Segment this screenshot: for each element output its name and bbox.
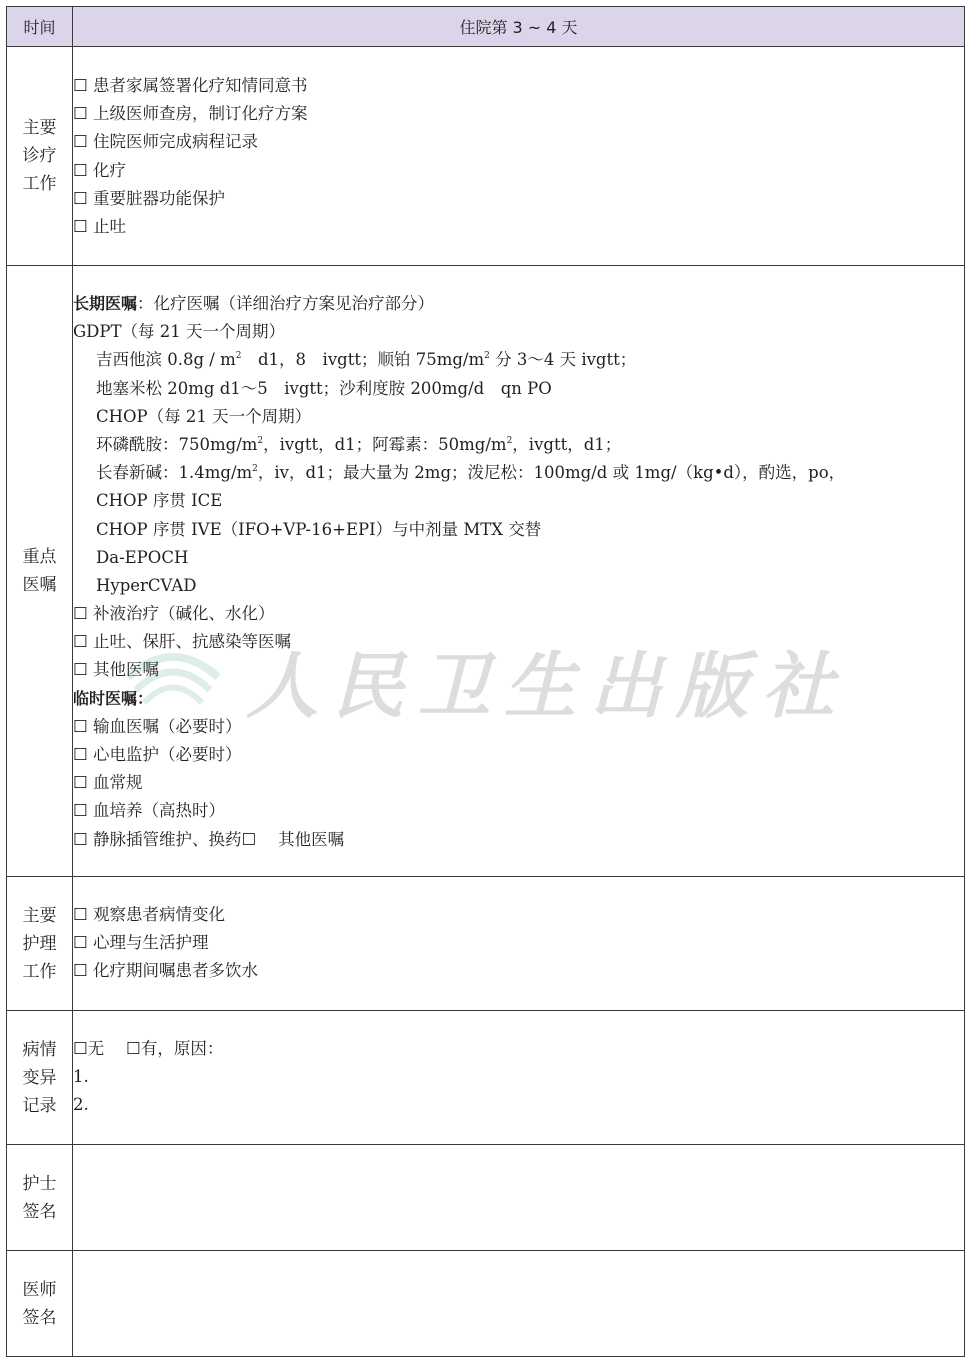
label-line: 重点 — [22, 547, 57, 567]
regimen-gdpt: GDPT（每 21 天一个周期） — [73, 322, 286, 342]
nursing-label — [7, 877, 73, 1011]
checklist-item[interactable]: ☐ 重要脏器功能保护 — [73, 188, 226, 208]
checklist-item[interactable]: ☐ 其他医嘱 — [73, 660, 160, 680]
variance-choice[interactable]: ☐无 ☐有，原因： — [73, 1039, 224, 1058]
nurse-sign-label — [7, 1145, 73, 1251]
doctor-sign-row — [7, 1251, 965, 1357]
long-term-orders-title: 长期医嘱 — [73, 294, 138, 313]
orders-row — [7, 266, 965, 877]
doctor-signature-field[interactable] — [73, 1251, 965, 1357]
dose-text: ，iv，d1；最大量为 2mg；泼尼松：100mg/d 或 1mg/（kg•d），酌选，po， — [257, 463, 846, 483]
variance-row — [7, 1011, 965, 1145]
checklist-item[interactable]: ☐ 上级医师查房，制订化疗方案 — [73, 104, 308, 124]
variance-reason-2[interactable]: 2. — [73, 1095, 89, 1115]
dose-text: 吉西他滨 0.8g / m — [96, 350, 236, 370]
label-line: 病情 — [22, 1039, 57, 1060]
label-line: 医嘱 — [22, 575, 57, 595]
nursing-row — [7, 877, 965, 1011]
regimen-hypercvad: HyperCVAD — [96, 575, 197, 595]
variance-label — [7, 1011, 73, 1145]
header-row — [7, 7, 965, 47]
checklist-item[interactable]: ☐ 静脉插管维护、换药☐ 其他医嘱 — [73, 829, 345, 849]
superscript: 2 — [484, 351, 490, 362]
checklist-item[interactable]: ☐ 化疗 — [73, 160, 127, 180]
dexamethasone-line: 地塞米松 20mg d1～5 ivgtt；沙利度胺 200mg/d qn PO — [96, 378, 552, 398]
label-line: 工作 — [22, 174, 57, 194]
regimen-chop: CHOP（每 21 天一个周期） — [96, 406, 312, 426]
long-term-orders-line — [73, 290, 964, 318]
checklist-item[interactable]: ☐ 止吐 — [73, 216, 127, 236]
label-line: 记录 — [22, 1095, 57, 1116]
label-line: 主要 — [22, 118, 57, 138]
doctor-sign-label — [7, 1251, 73, 1357]
checklist-item[interactable]: ☐ 输血医嘱（必要时） — [73, 716, 242, 736]
temporary-orders-title: 临时医嘱： — [73, 688, 154, 708]
label-line: 签名 — [22, 1307, 57, 1328]
dose-text: 长春新碱：1.4mg/m — [96, 463, 253, 483]
regimen-chop-ice: CHOP 序贯 ICE — [96, 491, 223, 511]
checklist-item[interactable]: ☐ 观察患者病情变化 — [73, 905, 226, 924]
dose-text: d1，8 ivgtt；顺铂 75mg/m — [241, 350, 485, 370]
nursing-content — [73, 877, 965, 1011]
nurse-signature-field[interactable] — [73, 1145, 965, 1251]
label-line: 工作 — [22, 961, 57, 982]
orders-content — [73, 266, 965, 877]
checklist-item[interactable]: ☐ 血常规 — [73, 773, 143, 793]
label-line: 护理 — [22, 933, 57, 954]
checklist-item[interactable]: ☐ 化疗期间嘱患者多饮水 — [73, 961, 259, 981]
long-term-orders-desc: ：化疗医嘱（详细治疗方案见治疗部分） — [137, 294, 435, 313]
superscript: 2 — [506, 435, 513, 446]
label-line: 变异 — [22, 1067, 57, 1088]
checklist-item[interactable]: ☐ 血培养（高热时） — [73, 801, 226, 821]
variance-reason-1[interactable]: 1. — [73, 1067, 89, 1087]
main-tasks-label — [7, 47, 73, 266]
dose-text: ，ivgtt，d1； — [512, 434, 622, 454]
publisher-watermark-text: 人民卫生出版社 — [246, 643, 849, 728]
orders-label — [7, 266, 73, 877]
label-line: 主要 — [22, 905, 57, 926]
regimen-da-epoch: Da-EPOCH — [96, 547, 189, 567]
vincristine-line — [73, 459, 964, 487]
time-header: 时间 — [7, 7, 73, 47]
variance-content — [73, 1011, 965, 1145]
label-line: 医师 — [22, 1279, 57, 1300]
checklist-item[interactable]: ☐ 心电监护（必要时） — [73, 745, 242, 764]
superscript: 2 — [252, 464, 258, 475]
dose-text: ，ivgtt，d1；阿霉素：50mg/m — [263, 434, 507, 454]
cyclophosphamide-line — [73, 431, 964, 459]
main-tasks-content — [73, 47, 965, 266]
clinical-pathway-table — [6, 6, 965, 1357]
dose-text: 分 3～4 天 ivgtt； — [489, 350, 637, 370]
gemcitabine-line — [73, 346, 964, 374]
checklist-item[interactable]: ☐ 住院医师完成病程记录 — [73, 132, 259, 152]
period-header: 住院第 3 ~ 4 天 — [73, 7, 965, 47]
regimen-chop-ive: CHOP 序贯 IVE（IFO+VP-16+EPI）与中剂量 MTX 交替 — [96, 519, 542, 539]
label-line: 诊疗 — [22, 146, 57, 166]
main-tasks-row — [7, 47, 965, 266]
nurse-sign-row — [7, 1145, 965, 1251]
checklist-item[interactable]: ☐ 心理与生活护理 — [73, 933, 209, 953]
superscript: 2 — [235, 351, 242, 362]
dose-text: 环磷酰胺：750mg/m — [96, 434, 258, 454]
label-line: 签名 — [22, 1201, 57, 1222]
superscript: 2 — [257, 435, 264, 446]
checklist-item[interactable]: ☐ 止吐、保肝、抗感染等医嘱 — [73, 632, 292, 652]
checklist-item[interactable]: ☐ 补液治疗（碱化、水化） — [73, 604, 275, 624]
label-line: 护士 — [22, 1173, 57, 1194]
checklist-item[interactable]: ☐ 患者家属签署化疗知情同意书 — [73, 76, 308, 95]
